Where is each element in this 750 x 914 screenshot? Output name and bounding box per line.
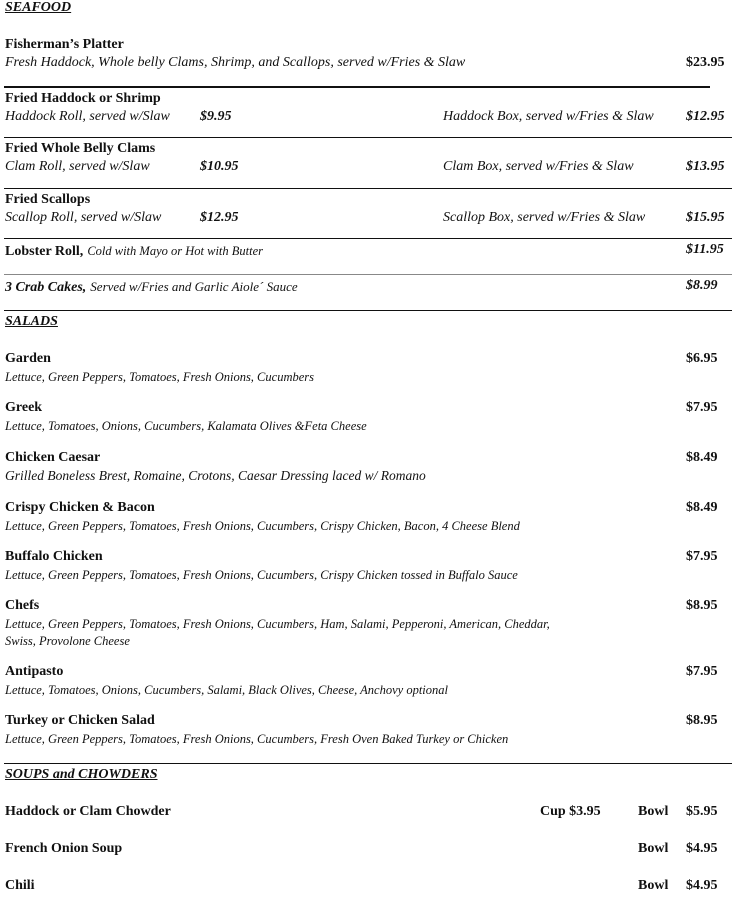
salad-desc: Lettuce, Tomatoes, Onions, Cucumbers, Kalamata Olives &Feta Cheese <box>5 419 367 433</box>
crab-line <box>5 278 298 296</box>
scallops-roll: Scallop Roll, served w/Slaw <box>5 210 162 225</box>
salad-desc-continued: Swiss, Provolone Cheese <box>5 634 130 648</box>
salad-title: Garden <box>5 351 51 366</box>
haddock-roll-price: $9.95 <box>200 109 232 124</box>
divider <box>4 137 732 138</box>
salad-title: Chefs <box>5 598 40 613</box>
salad-desc: Lettuce, Green Peppers, Tomatoes, Fresh Onions, Cucumbers, Crispy Chicken, Bacon, 4 Cheese Blend <box>5 519 520 533</box>
salad-title: Crispy Chicken & Bacon <box>5 500 155 515</box>
divider <box>4 188 732 189</box>
soup-bowl-label: Bowl <box>638 804 669 819</box>
salads-heading: SALADS <box>5 314 58 329</box>
scallops-box: Scallop Box, served w/Fries & Slaw <box>443 210 646 225</box>
scallops-box-price: $15.95 <box>686 210 725 225</box>
lobster-line <box>5 242 263 260</box>
crab-desc: Served w/Fries and Garlic Aiole´ Sauce <box>90 279 298 294</box>
salad-title: Buffalo Chicken <box>5 549 103 564</box>
platter-desc: Fresh Haddock, Whole belly Clams, Shrimp, and Scallops, served w/Fries & Slaw <box>5 55 466 70</box>
salad-price: $8.49 <box>686 500 718 515</box>
salad-desc: Lettuce, Tomatoes, Onions, Cucumbers, Salami, Black Olives, Cheese, Anchovy optional <box>5 683 448 697</box>
soup-cup-price: Cup $3.95 <box>540 804 601 819</box>
haddock-box-price: $12.95 <box>686 109 725 124</box>
lobster-desc: Cold with Mayo or Hot with Butter <box>87 244 264 258</box>
soup-bowl-label: Bowl <box>638 841 669 856</box>
clams-roll-price: $10.95 <box>200 159 239 174</box>
salad-desc: Lettuce, Green Peppers, Tomatoes, Fresh Onions, Cucumbers, Crispy Chicken tossed in Buffalo Sauce <box>5 568 518 582</box>
divider <box>4 86 710 88</box>
salad-price: $8.95 <box>686 713 718 728</box>
lobster-price: $11.95 <box>686 242 724 257</box>
soup-title: Haddock or Clam Chowder <box>5 804 171 819</box>
haddock-roll: Haddock Roll, served w/Slaw <box>5 109 170 124</box>
salad-title: Turkey or Chicken Salad <box>5 713 155 728</box>
salad-desc: Lettuce, Green Peppers, Tomatoes, Fresh Onions, Cucumbers, Fresh Oven Baked Turkey or Chicken <box>5 732 509 746</box>
salad-price: $8.95 <box>686 598 718 613</box>
salad-price: $7.95 <box>686 400 718 415</box>
platter-title: Fisherman’s Platter <box>5 37 124 52</box>
salad-title: Greek <box>5 400 43 415</box>
scallops-roll-price: $12.95 <box>200 210 239 225</box>
haddock-box: Haddock Box, served w/Fries & Slaw <box>443 109 654 124</box>
salad-price: $7.95 <box>686 549 718 564</box>
clams-title: Fried Whole Belly Clams <box>5 141 156 156</box>
salad-title: Chicken Caesar <box>5 450 101 465</box>
seafood-heading: SEAFOOD <box>5 0 72 15</box>
salad-desc: Grilled Boneless Brest, Romaine, Crotons, Caesar Dressing laced w/ Romano <box>5 468 426 483</box>
divider <box>4 274 732 275</box>
clams-box: Clam Box, served w/Fries & Slaw <box>443 159 634 174</box>
crab-title: 3 Crab Cakes, <box>5 280 87 295</box>
platter-price: $23.95 <box>686 55 725 70</box>
salad-price: $8.49 <box>686 450 718 465</box>
haddock-title: Fried Haddock or Shrimp <box>5 91 161 106</box>
scallops-title: Fried Scallops <box>5 192 91 207</box>
soup-title: Chili <box>5 878 35 893</box>
soup-price: $5.95 <box>686 804 718 819</box>
soup-price: $4.95 <box>686 841 718 856</box>
crab-price: $8.99 <box>686 278 718 293</box>
soup-title: French Onion Soup <box>5 841 123 856</box>
clams-box-price: $13.95 <box>686 159 725 174</box>
salad-desc: Lettuce, Green Peppers, Tomatoes, Fresh Onions, Cucumbers <box>5 370 314 384</box>
divider <box>4 310 732 311</box>
clams-roll: Clam Roll, served w/Slaw <box>5 159 150 174</box>
salad-price: $6.95 <box>686 351 718 366</box>
salad-price: $7.95 <box>686 664 718 679</box>
divider <box>4 238 732 239</box>
soup-price: $4.95 <box>686 878 718 893</box>
salad-title: Antipasto <box>5 664 64 679</box>
divider <box>4 763 732 764</box>
soup-bowl-label: Bowl <box>638 878 669 893</box>
salad-desc: Lettuce, Green Peppers, Tomatoes, Fresh Onions, Cucumbers, Ham, Salami, Pepperoni, American, Cheddar, <box>5 617 550 631</box>
soups-heading: SOUPS and CHOWDERS <box>5 767 158 782</box>
lobster-title: Lobster Roll, <box>5 244 84 259</box>
